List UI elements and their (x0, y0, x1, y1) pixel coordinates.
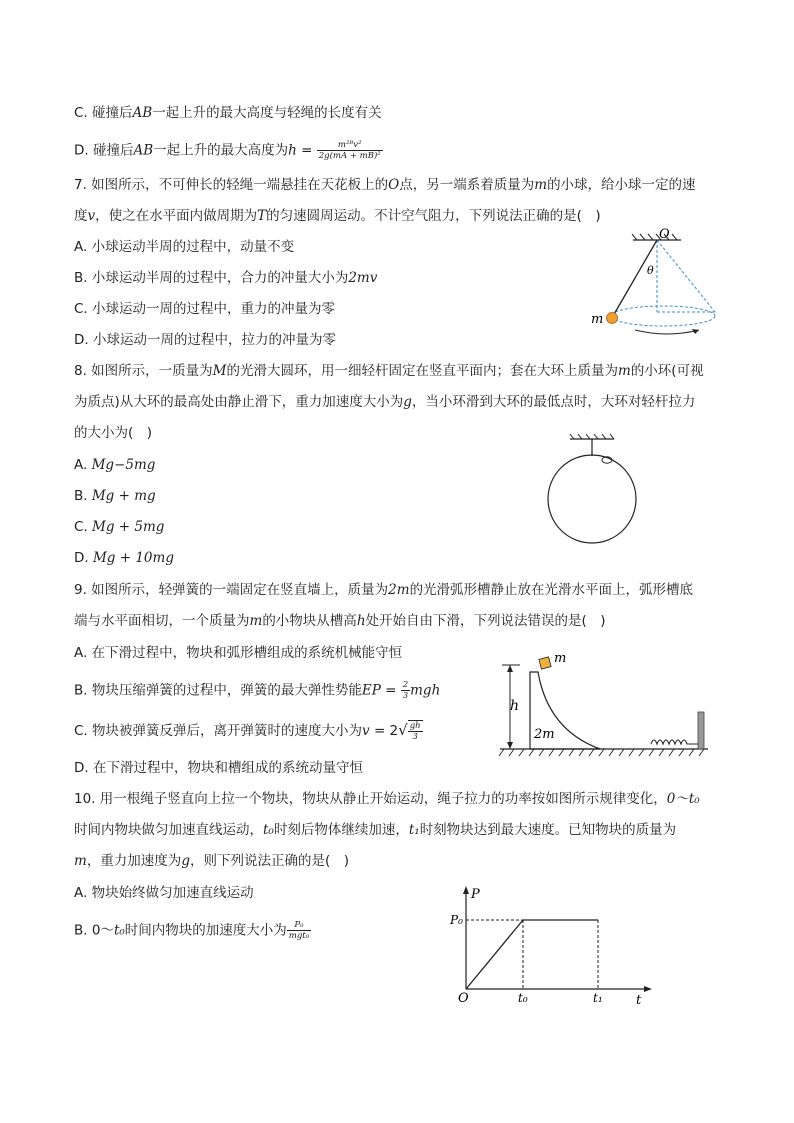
q9-option-d: D. 在下滑过程中，物块和槽组成的系统动量守恒 (74, 760, 363, 776)
origin-label: O (458, 991, 469, 1006)
option-value: Mg−5mg (91, 457, 156, 473)
fraction-two-thirds (401, 680, 410, 701)
q7-text: 点，另一端系着质量为 (399, 177, 535, 193)
q10-text: 时刻物块达到最大速度。已知物块的质量为 (419, 822, 677, 838)
var-h: h (288, 142, 297, 159)
q8-text: 的小环(可视 (630, 363, 704, 379)
q8-option-a (74, 456, 155, 474)
q7-text: 7. 如图所示，不可伸长的轻绳一端悬挂在天花板上的 (74, 177, 389, 193)
var-t0: t₀ (263, 822, 274, 838)
sqrt-icon: √ (398, 721, 408, 739)
block-icon (539, 657, 551, 669)
hoop-figure (540, 432, 640, 548)
q10-text: 时间内物块做匀加速直线运动， (74, 822, 263, 838)
q7-option-b-text: B. 小球运动半周的过程中，合力的冲量大小为 (74, 270, 349, 286)
q9-stem-line2 (74, 612, 606, 630)
var-h: h (356, 613, 366, 629)
q9-option-b (74, 680, 440, 701)
mass-m-label: m (554, 651, 567, 666)
q10-text: 时刻后物体继续加速， (273, 822, 409, 838)
q10-option-b-text: B. 0～ (74, 922, 114, 939)
q10-text: ，则下列说法正确的是( ) (189, 853, 350, 869)
time-range: 0～t₀ (666, 791, 700, 807)
q10-stem-line1 (74, 790, 700, 808)
q8-option-c (74, 518, 164, 536)
q6-option-c-text: C. 碰撞后 (74, 105, 133, 121)
option-label: C. (74, 519, 93, 535)
q9-text: 端与水平面相切，一个质量为 (74, 613, 250, 629)
var-mgh: mgh (410, 682, 441, 699)
wall-icon (698, 712, 704, 749)
var-ep: EP (361, 682, 381, 699)
height-h-label: h (510, 698, 520, 714)
var-v: v (362, 723, 370, 739)
q8-stem-line2 (74, 393, 695, 411)
q10-option-b-text-2: 时间内物块的加速度大小为 (124, 922, 287, 939)
point-o-label: O (659, 228, 670, 242)
q6-option-c-text-2: 一起上升的最大高度与轻绳的长度有关 (152, 105, 382, 121)
spring-icon (651, 740, 698, 744)
q9-text: 9. 如图所示，轻弹簧的一端固定在竖直墙上，质量为 (74, 582, 389, 598)
mass-2m-label: 2m (534, 727, 555, 742)
t0-label: t₀ (518, 991, 528, 1005)
var-v: v (87, 208, 96, 224)
var-ab: AB (133, 142, 154, 159)
q9-option-a: A. 在下滑过程中，物块和弧形槽组成的系统机械能守恒 (74, 645, 403, 661)
q9-text: 处开始自由下滑，下列说法错误的是( ) (365, 613, 606, 629)
option-label: A. (74, 457, 92, 473)
axis-t-label: t (636, 993, 642, 1008)
var-m: m (618, 363, 631, 379)
equals-sign: = (380, 682, 401, 699)
power-time-graph (448, 884, 658, 1008)
q9-option-b-text: B. 物块压缩弹簧的过程中，弹簧的最大弹性势能 (74, 682, 362, 699)
option-value: Mg + 10mg (92, 550, 174, 566)
fraction-denominator: 3 (402, 691, 409, 701)
q9-stem-line1 (74, 581, 693, 599)
large-ring (548, 455, 636, 543)
option-value: Mg + 5mg (92, 519, 165, 535)
height-formula (317, 140, 383, 161)
var-t1: t₁ (408, 822, 420, 838)
mass-m-label: m (591, 312, 604, 327)
p0-label: P₀ (450, 913, 463, 927)
q7-stem-line2 (74, 207, 601, 225)
q8-text: 的光滑大圆环，用一细轻杆固定在竖直平面内；套在大环上质量为 (226, 363, 618, 379)
power-ramp (466, 920, 523, 989)
var-2m: 2m (388, 582, 410, 598)
fraction-numerator: gh (409, 721, 421, 731)
option-label: D. (74, 550, 93, 566)
q9-option-c-text: C. 物块被弹簧反弹后，离开弹簧时的速度大小为 (74, 723, 363, 739)
q7-text: 度 (74, 208, 88, 224)
q8-text: 为质点)从大环的最高处由静止滑下，重力加速度大小为 (74, 394, 404, 410)
formula-denominator: mgt₀ (288, 931, 310, 941)
axis-p-label: P (471, 887, 480, 902)
q10-option-a: A. 物块始终做匀加速直线运动 (74, 885, 254, 901)
var-m: m (74, 853, 87, 869)
angle-theta-label: θ (647, 264, 654, 277)
q6-option-d (74, 140, 383, 161)
var-g: g (403, 394, 412, 410)
q10-stem-line3 (74, 852, 349, 870)
q7-option-b (74, 269, 377, 287)
q7-option-a: A. 小球运动半周的过程中，动量不变 (74, 239, 295, 255)
q7-stem-line1 (74, 176, 696, 194)
fraction-denominator: 3 (412, 732, 418, 742)
q7-option-d: D. 小球运动一周的过程中，拉力的冲量为零 (74, 332, 336, 348)
conical-pendulum-figure (585, 228, 725, 340)
groove-spring-figure (496, 648, 718, 760)
q10-text: 10. 用一根绳子竖直向上拉一个物块，物块从静止开始运动，绳子拉力的功率按如图所示规律变化， (74, 791, 667, 807)
impulse-value: 2mv (348, 270, 378, 286)
var-m: m (534, 177, 548, 193)
q8-option-d (74, 549, 174, 567)
formula-denominator: 2g(mA + mB)² (318, 151, 381, 161)
option-label: B. (74, 488, 92, 504)
q6-option-d-text: D. 碰撞后 (74, 142, 134, 159)
var-t: T (257, 208, 267, 224)
equals-sign: = 2 (369, 723, 399, 739)
q7-text: 的小球，给小球一定的速 (547, 177, 696, 193)
var-o: O (388, 177, 400, 193)
q6-option-d-text-2: 一起上升的最大高度为 (153, 142, 289, 159)
t1-label: t₁ (593, 991, 603, 1005)
q10-stem-line2 (74, 821, 676, 839)
q8-option-b (74, 487, 156, 505)
q10-option-b (74, 920, 311, 941)
q8-stem-line1 (74, 362, 704, 380)
option-value: Mg + mg (91, 488, 156, 504)
q7-text: 的匀速圆周运动。不计空气阻力，下列说法正确的是( ) (266, 208, 601, 224)
q6-option-c (74, 104, 382, 122)
q8-text: ，当小环滑到大环的最低点时，大环对轻杆拉力 (411, 394, 696, 410)
ball-icon (607, 313, 618, 324)
q9-option-c (74, 720, 423, 742)
q8-stem-line3: 的大小为( ) (74, 425, 153, 441)
var-g: g (181, 853, 190, 869)
q7-option-c: C. 小球运动一周的过程中，重力的冲量为零 (74, 301, 336, 317)
acceleration-formula (287, 920, 311, 941)
fraction-numerator: 2 (402, 680, 409, 690)
var-ab: AB (132, 105, 153, 121)
var-m: m (249, 613, 263, 629)
q7-text: ，使之在水平面内做周期为 (95, 208, 258, 224)
var-big-m: M (212, 363, 227, 379)
q9-text: 的小物块从槽高 (262, 613, 357, 629)
var-t0: t₀ (113, 922, 125, 939)
q9-text: 的光滑弧形槽静止放在光滑水平面上，弧形槽底 (409, 582, 694, 598)
sqrt-fraction (408, 720, 423, 742)
q10-text: ，重力加速度为 (86, 853, 182, 869)
equals-sign: = (296, 142, 317, 159)
q8-text: 8. 如图所示，一质量为 (74, 363, 213, 379)
formula-numerator: P₀ (287, 920, 311, 931)
formula-numerator: m²ᴮv² (317, 140, 383, 151)
